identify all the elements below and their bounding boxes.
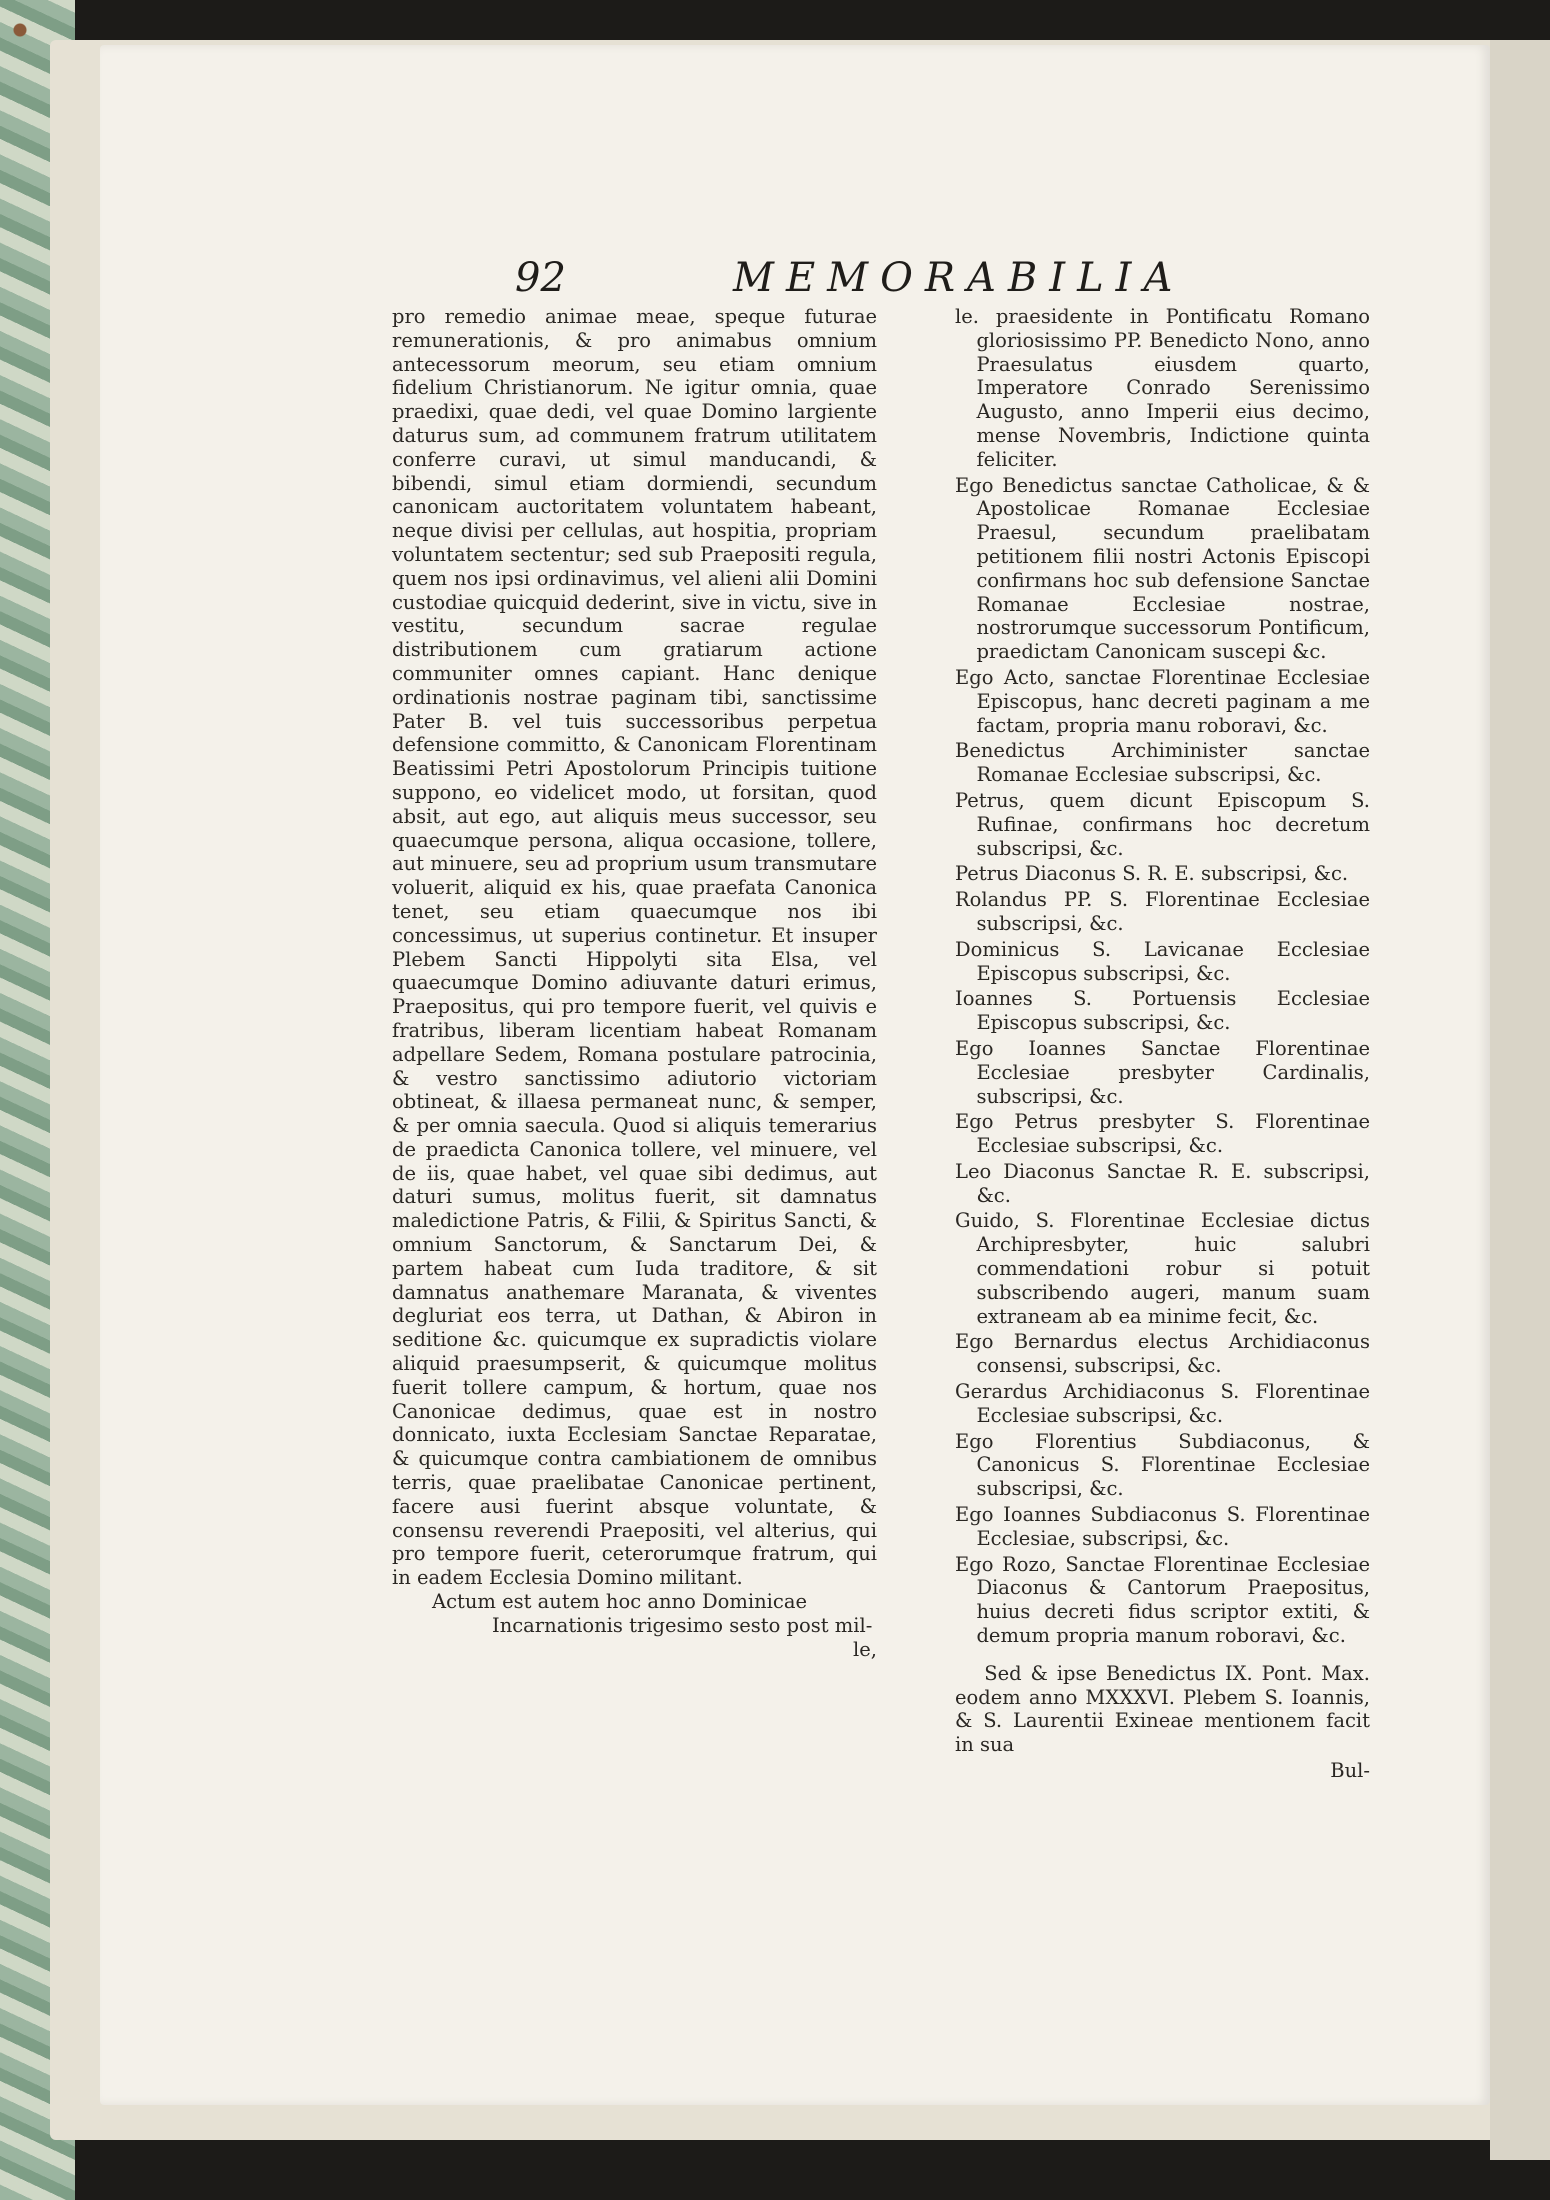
right-catchword: Bul- [1330, 1759, 1370, 1783]
subscription-item: Ioannes S. Portuensis Ecclesiae Episcopus subscripsi, &c. [955, 987, 1370, 1035]
page-number: 92 [515, 255, 566, 301]
subscription-item: Petrus Diaconus S. R. E. subscripsi, &c. [955, 862, 1349, 886]
left-paragraph-body: pro remedio animae meae, speque futurae remunerationis, & pro animabus omnium antecessorum meorum, seu etiam omnium fidelium Christianorum. Ne igitur omnia, quae praedixi, quae dedi, vel quae Domino largiente daturus sum, ad communem fratrum utilitatem conferre curavi, ut simul manducandi, & bibendi, simul etiam dormiendi, secundum canonicam auctoritatem voluntatem habeant, neque divisi per cellulas, aut hospitia, propriam voluntatem sectentur; sed sub Praepositi regula, quem nos ipsi ordinavimus, vel alieni alii Domini custodiae quicquid dederint, sive in victu, sive in vestitu, secundum sacrae regulae distributionem cum gratiarum actione communiter omnes capiant. Hanc denique ordinationis nostrae paginam tibi, sanctissime Pater B. vel tuis successoribus perpetua defensione committo, & Canonicam Florentinam Beatissimi Petri Apostolorum Principis tuitione suppono, eo videlicet modo, ut forsitan, quod absit, aut ego, aut aliquis meus successor, seu quaecumque persona, aliqua occasione, tollere, aut minuere, seu ad proprium usum transmutare voluerit, aliquid ex his, quae praefata Canonica tenet, seu etiam quaecumque nos ibi concessimus, ut superius continetur. Et insuper Plebem Sancti Hippolyti sita Elsa, vel quaecumque Domino adiuvante daturi erimus, Praepositus, qui pro tempore fuerit, vel quivis e fratribus, liberam licentiam habeat Romanam adpellare Sedem, Romana postulare patrocinia, & vestro sanctissimo adiutorio victoriam obtineat, & illaesa permaneat nunc, & semper, & per omnia saecula. Quod si aliquis temerarius de praedicta Canonica tollere, vel minuere, vel de iis, quae habet, vel quae sibi dedimus, aut daturi sumus, molitus fuerit, sit damnatus maledictione Patris, & Filii, & Spiritus Sancti, & omnium Sanctorum, & Sanctarum Dei, & partem habeat cum Iuda traditore, & sit damnatus anathemare Maranata, & viventes degluriat eos terra, ut Dathan, & Abiron in seditione &c. quicumque ex supradictis violare aliquid praesumpserit, & quicumque molitus fuerit tollere campum, & hortum, quae nos Canonicae dedimus, quae est in nostro donnicato, iuxta Ecclesiam Sanctae Reparatae, & quicumque contra cambiationem de omnibus terris, quae praelibatae Canonicae pertinent, facere ausi fuerint absque voluntate, & consensu reverendi Praepositi, vel alterius, qui pro tempore fuerit, ceterorumque fratrum, qui in eadem Ecclesia Domino militant. [392, 305, 877, 1590]
subscription-item: Leo Diaconus Sanctae R. E. subscripsi, &c. [955, 1159, 1370, 1207]
subscription-item: Dominicus S. Lavicanae Ecclesiae Episcopus subscripsi, &c. [955, 937, 1370, 985]
left-paragraph-incarnationis: Incarnationis trigesimo sesto post mil- [492, 1613, 873, 1637]
left-paragraph-actum: Actum est autem hoc anno Dominicae [432, 1590, 808, 1614]
subscription-item: Ego Ioannes Subdiaconus S. Florentinae Ecclesiae, subscripsi, &c. [955, 1503, 1370, 1550]
subscription-item: Benedictus Archiminister sanctae Romanae Ecclesiae subscripsi, &c. [955, 739, 1370, 787]
subscription-item: Ego Benedictus sanctae Catholicae, & & Apostolicae Romanae Ecclesiae Praesul, secundum praelibatam petitionem filii nostri Actonis Episcopi confirmans hoc sub defensione Sanctae Romanae Ecclesiae nostrae, nostrorumque successorum Pontificum, praedictam Canonicam suscepi &c. [955, 473, 1370, 664]
subscription-item: Ego Petrus presbyter S. Florentinae Ecclesiae subscripsi, &c. [955, 1110, 1370, 1158]
right-paragraph-sed: Sed & ipse Benedictus IX. Pont. Max. eodem anno MXXXVI. Plebem S. Ioannis, & S. Laurentii Exineae mentionem facit in sua [955, 1661, 1370, 1757]
right-column [955, 305, 1370, 1785]
running-title: MEMORABILIA [733, 255, 1185, 301]
subscription-item: Guido, S. Florentinae Ecclesiae dictus Archipresbyter, huic salubri commendationi robur si potuit subscribendo augeri, manum suam extraneam ab ea minime fecit, &c. [955, 1209, 1370, 1328]
left-catchword: le, [853, 1637, 877, 1661]
left-column [392, 305, 877, 1661]
subscription-item: Ego Bernardus electus Archidiaconus consensi, subscripsi, &c. [955, 1330, 1370, 1378]
right-paragraph-dating: le. praesidente in Pontificatu Romano gloriosissimo PP. Benedicto Nono, anno Praesulatus eiusdem quarto, Imperatore Conrado Serenissimo Augusto, anno Imperii eius decimo, mense Novembris, Indictione quinta feliciter. [955, 305, 1370, 471]
subscription-item: Rolandus PP. S. Florentinae Ecclesiae subscripsi, &c. [955, 888, 1370, 935]
subscription-item: Ego Ioannes Sanctae Florentinae Ecclesiae presbyter Cardinalis, subscripsi, &c. [955, 1036, 1370, 1108]
next-page-edge [1490, 40, 1550, 2160]
subscription-item: Ego Rozo, Sanctae Florentinae Ecclesiae Diaconus & Cantorum Praepositus, huius decreti fidus scriptor extiti, & demum propria manum roboravi, &c. [955, 1552, 1370, 1648]
page-header [515, 255, 1185, 305]
subscription-item: Gerardus Archidiaconus S. Florentinae Ecclesiae subscripsi, &c. [955, 1380, 1370, 1427]
subscription-item: Ego Florentius Subdiaconus, & Canonicus S. Florentinae Ecclesiae subscripsi, &c. [955, 1429, 1370, 1501]
subscription-item: Petrus, quem dicunt Episcopum S. Rufinae, confirmans hoc decretum subscripsi, &c. [955, 788, 1370, 860]
subscription-item: Ego Acto, sanctae Florentinae Ecclesiae Episcopus, hanc decreti paginam a me factam, propria manu roboravi, &c. [955, 665, 1370, 737]
